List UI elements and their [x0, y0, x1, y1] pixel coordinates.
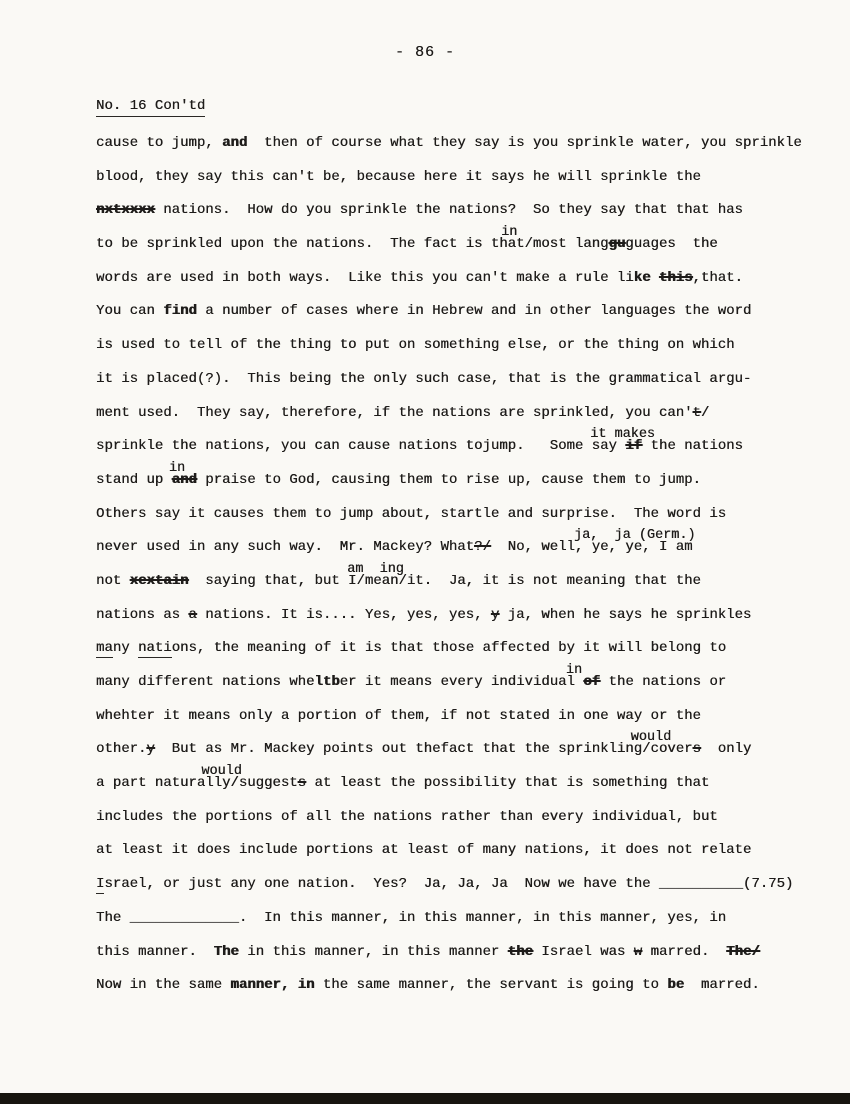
text-segment: includes the portions of all the nations rather than every individual, but [96, 808, 718, 825]
text-segment: nations. How do you sprinkle the nations? So they say that that has [154, 202, 743, 219]
text-line [96, 561, 826, 599]
text-segment: and [171, 471, 197, 488]
text-segment [651, 270, 659, 286]
interline-insert: in [501, 225, 518, 241]
text-segment: er it means every individual [339, 674, 584, 690]
text-segment: sprinkle the nations, you can cause nations tojump. Some say [96, 438, 626, 455]
text-segment: the [507, 943, 533, 960]
text-line [96, 764, 826, 801]
text-segment: ,that. [692, 269, 743, 286]
text-line [96, 262, 826, 296]
document-body [96, 127, 826, 1003]
text-line [96, 936, 826, 970]
text-segment: many different nations whe [96, 674, 315, 690]
text-segment: it is placed(?). This being the only such case, that is the grammatical argu- [96, 370, 752, 387]
text-segment: srael, or just any one nation. Yes? Ja, Ja, Ja Now we have the [104, 876, 659, 893]
interline-insert: it makes [590, 427, 655, 443]
text-segment: nati [138, 640, 172, 657]
text-segment: Israel was [532, 943, 634, 960]
text-segment: ja, when he says he sprinkles [499, 606, 752, 623]
text-segment: ltb [314, 674, 340, 690]
text-segment: this manner. [96, 943, 214, 960]
text-segment: in this manner, in this manner [238, 943, 508, 960]
text-segment: ons, the meaning of it is that those affected by it will belong to [171, 640, 727, 657]
text-segment: No, well, ye, ye, I am [490, 539, 693, 556]
text-segment: only [700, 741, 752, 758]
text-segment: The [96, 909, 130, 926]
text-line [96, 902, 826, 936]
text-line [96, 528, 826, 565]
text-segment: the same manner, the servant is going to [314, 977, 668, 994]
text-line [96, 161, 826, 195]
text-line [96, 295, 826, 329]
text-segment: and [222, 135, 248, 151]
text-segment: __________ [658, 876, 743, 893]
text-segment: ment used. They say, therefore, if the nations are sprinkled, you can' [96, 404, 693, 421]
section-title: No. 16 Con'td [96, 98, 205, 117]
text-segment: nations as [96, 606, 189, 623]
text-line [96, 834, 826, 868]
interline-insert: in [565, 663, 583, 678]
text-line [96, 194, 826, 228]
interline-insert: would [630, 730, 672, 746]
scan-edge-bar [0, 1093, 850, 1104]
text-segment: cause to jump, [96, 135, 223, 151]
text-segment: The/ [726, 943, 760, 960]
text-segment: ?/ [474, 539, 491, 556]
text-segment: the nations [642, 438, 743, 455]
text-segment: I [96, 876, 105, 893]
text-segment: s [297, 775, 307, 792]
text-segment: if [625, 438, 643, 455]
text-line [96, 427, 826, 464]
text-segment: this [658, 269, 693, 286]
text-segment: never used in any such way. Mr. Mackey? What [96, 539, 475, 556]
interline-insert: would [201, 764, 242, 780]
text-line [96, 498, 826, 532]
text-segment: words are used in both ways. Like this you can't make a rule li [96, 269, 634, 286]
text-segment: find [163, 303, 197, 320]
text-line [96, 663, 826, 700]
text-segment: of [583, 674, 601, 690]
page-number: - 86 - [394, 44, 455, 61]
text-segment: You can [96, 303, 164, 320]
text-segment: other. [96, 741, 147, 758]
text-segment: a part naturally/suggest [96, 775, 298, 792]
text-segment: But as Mr. Mackey points out thefact that the sprinkling/cover [154, 741, 693, 758]
text-segment: blood, they say this can't be, because here it says he will sprinkle the [96, 168, 701, 185]
text-segment: be [667, 977, 685, 994]
text-line [96, 868, 826, 902]
text-segment: / [700, 404, 710, 421]
text-line [96, 460, 826, 498]
text-line [96, 801, 826, 835]
text-segment: whehter it means only a portion of them, if not stated in one way or the [96, 707, 701, 724]
text-segment: stand up [96, 471, 172, 488]
text-segment: manner, in [230, 977, 315, 994]
text-segment: then of course what they say is you sprinkle water, you sprinkle [247, 135, 802, 151]
text-segment: t [692, 404, 701, 421]
text-line [96, 969, 826, 1003]
text-line [96, 127, 826, 161]
text-segment: xextain [129, 572, 189, 589]
text-segment: . In this manner, in this manner, in this manner, yes, in [238, 909, 727, 926]
text-segment: (7.75) [742, 876, 794, 893]
text-segment: y [146, 741, 155, 758]
text-segment: is used to tell of the thing to put on something else, or the thing on which [96, 337, 735, 354]
text-line [96, 700, 826, 734]
text-segment: nxtxxxx [96, 202, 155, 219]
text-line [96, 730, 826, 767]
text-segment: Others say it causes them to jump about, startle and surprise. The word is [96, 505, 727, 522]
text-segment: a [188, 606, 197, 623]
text-segment: guages the [625, 236, 718, 253]
text-line [96, 363, 826, 397]
text-segment: y [490, 606, 500, 623]
text-segment: to be sprinkled upon the nations. The fact is that/most lang [96, 236, 609, 253]
text-segment: at least it does include portions at least of many nations, it does not relate [96, 842, 752, 859]
text-segment: a number of cases where in Hebrew and in other languages the word [196, 303, 752, 320]
text-segment: marred. [642, 943, 727, 960]
text-segment: the nations or [600, 674, 727, 690]
interline-insert: in [168, 460, 186, 476]
text-segment: at least the possibility that is something that [306, 775, 710, 792]
text-line [96, 329, 826, 363]
text-segment: nations. It is.... Yes, yes, yes, [196, 606, 491, 623]
text-line [96, 397, 826, 431]
text-segment: w [633, 943, 643, 960]
text-segment: _____________ [129, 909, 239, 926]
text-segment: ny [112, 640, 139, 657]
text-segment: ke [633, 269, 651, 286]
text-line [96, 632, 826, 666]
text-segment: The [213, 943, 239, 960]
text-segment: saying that, but I/mean/it. Ja, it is not meaning that the [188, 572, 701, 589]
text-segment: s [692, 741, 701, 758]
text-segment: gu [608, 236, 626, 253]
text-segment: marred. [684, 977, 760, 994]
text-line [96, 225, 826, 262]
text-segment: not [96, 572, 130, 589]
interline-insert: am ing [347, 561, 404, 577]
text-line [96, 599, 826, 633]
text-segment: ma [96, 640, 113, 657]
text-segment: praise to God, causing them to rise up, cause them to jump. [196, 471, 701, 488]
text-segment: Now in the same [96, 977, 231, 994]
interline-insert: ja, ja (Germ.) [573, 528, 696, 544]
